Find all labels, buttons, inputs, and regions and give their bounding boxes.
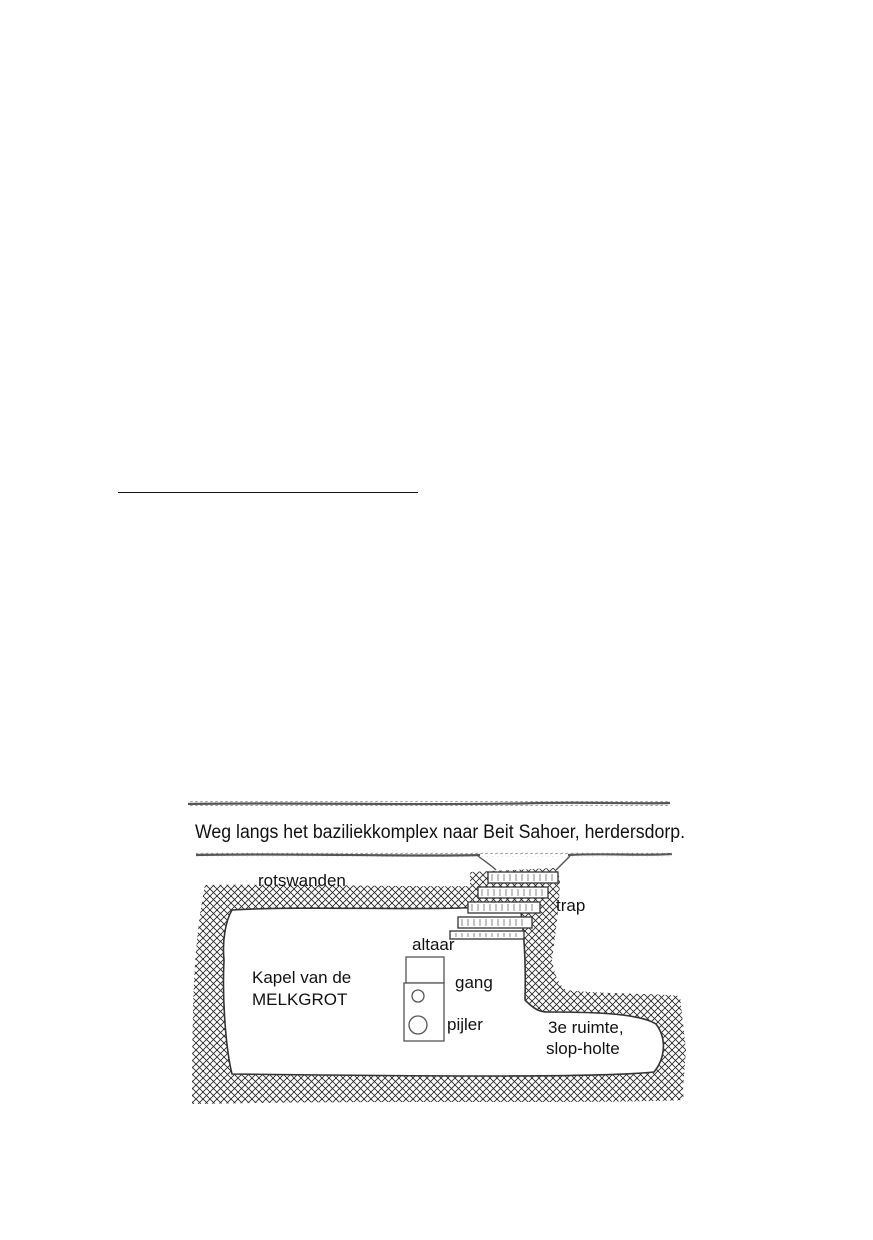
passage-label: gang (455, 973, 493, 992)
altar-label: altaar (412, 935, 455, 954)
pillar-label: pijler (447, 1015, 483, 1034)
third-room-label-line1: 3e ruimte, (548, 1018, 624, 1037)
altar-and-pillar-drawing (404, 957, 444, 1041)
chapel-label-line1: Kapel van de (252, 968, 352, 987)
road-top-line (188, 801, 670, 806)
rock-walls-label: rotswanden (258, 871, 346, 890)
third-room-label-line2: slop-holte (546, 1039, 620, 1058)
chapel-label-line2: MELKGROT (252, 990, 348, 1009)
road-label: Weg langs het baziliekkomplex naar Beit Sahoer, herdersdorp. (195, 822, 685, 843)
stairs-label: trap (556, 896, 586, 915)
road-bottom-line (196, 852, 672, 870)
